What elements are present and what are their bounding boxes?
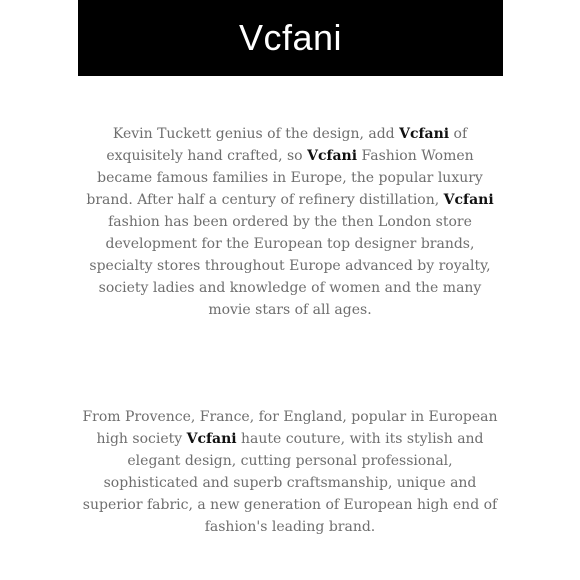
- page-title: Vcfani: [238, 17, 343, 58]
- paragraph-brand-origin: [80, 406, 500, 538]
- brand-name: Vcfani: [307, 148, 358, 164]
- paragraph-text: of exquisitely hand crafted, so: [106, 126, 468, 164]
- paragraph-text: Kevin Tuckett genius of the design, add: [112, 126, 400, 142]
- paragraph-text: From Provence, France, for England, popular in European high society: [82, 409, 498, 447]
- paragraph-text: haute couture, with its stylish and elegant design, cutting personal professional, sophisticated and superb craftsmanship, unique and superior fabric, a new generation of European high end of fashion's leading brand.: [82, 431, 498, 535]
- brand-name: Vcfani: [399, 126, 450, 142]
- paragraph-text: fashion has been ordered by the then London store development for the European top designer brands, specialty stores throughout Europe advanced by royalty, society ladies and knowledge of women and the many movie stars of all ages.: [89, 214, 491, 318]
- brand-name: Vcfani: [443, 192, 494, 208]
- brand-name: Vcfani: [186, 431, 237, 447]
- header-banner: [78, 0, 503, 76]
- paragraph-brand-history: [80, 123, 500, 321]
- paragraph-text: Fashion Women became famous families in Europe, the popular luxury brand. After half a century of refinery distillation,: [86, 148, 483, 208]
